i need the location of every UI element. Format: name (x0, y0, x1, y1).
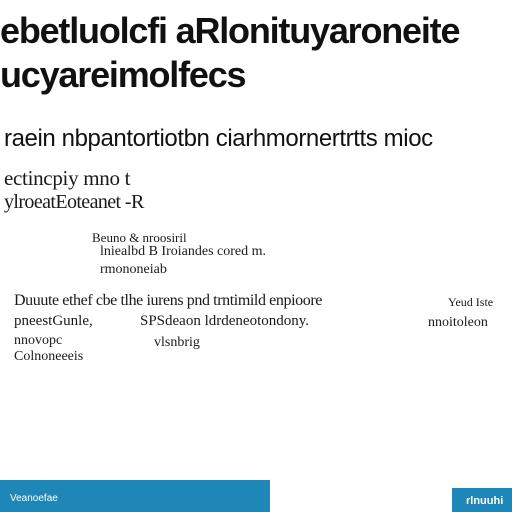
body-row-2-left: pneestGunle, (14, 313, 93, 329)
body-row-1: Duuute ethef cbe tlhe iurens pnd trntimild enpioore (14, 292, 322, 309)
body-row-3-middle: vlsnbrig (154, 335, 200, 350)
body-row-2-middle: SPSdeaon ldrdeneotondony. (140, 313, 310, 329)
note-line-2: lniealbd B Iroiandes cored m. (100, 244, 267, 259)
section-heading-2: ylroeatEoteanet -R (4, 191, 144, 213)
footer-left-label: Veanoefae (10, 493, 58, 504)
note-line-1: Beuno & nroosiril (92, 230, 187, 245)
body-row-4: Colnoneeeis (14, 349, 84, 364)
body-row-3-left: nnovopc (14, 333, 63, 348)
body-row-1-right: Yeud Iste (448, 295, 494, 309)
body-row-2-right: nnoitoleon (428, 315, 488, 330)
slide-subtitle: raein nbpantortiotbn ciarhmornertrtts mioc (4, 125, 433, 152)
slide-title-line-1: ebetluolcfi aRlonituyaroneite (0, 10, 460, 51)
section-heading-1: ectincpiy mno t (4, 166, 131, 190)
footer-right-label: rlnuuhi (466, 495, 504, 507)
note-line-3: rmononeiab (100, 262, 167, 277)
slide-title-line-2: ucyareimolfecs (0, 54, 246, 95)
